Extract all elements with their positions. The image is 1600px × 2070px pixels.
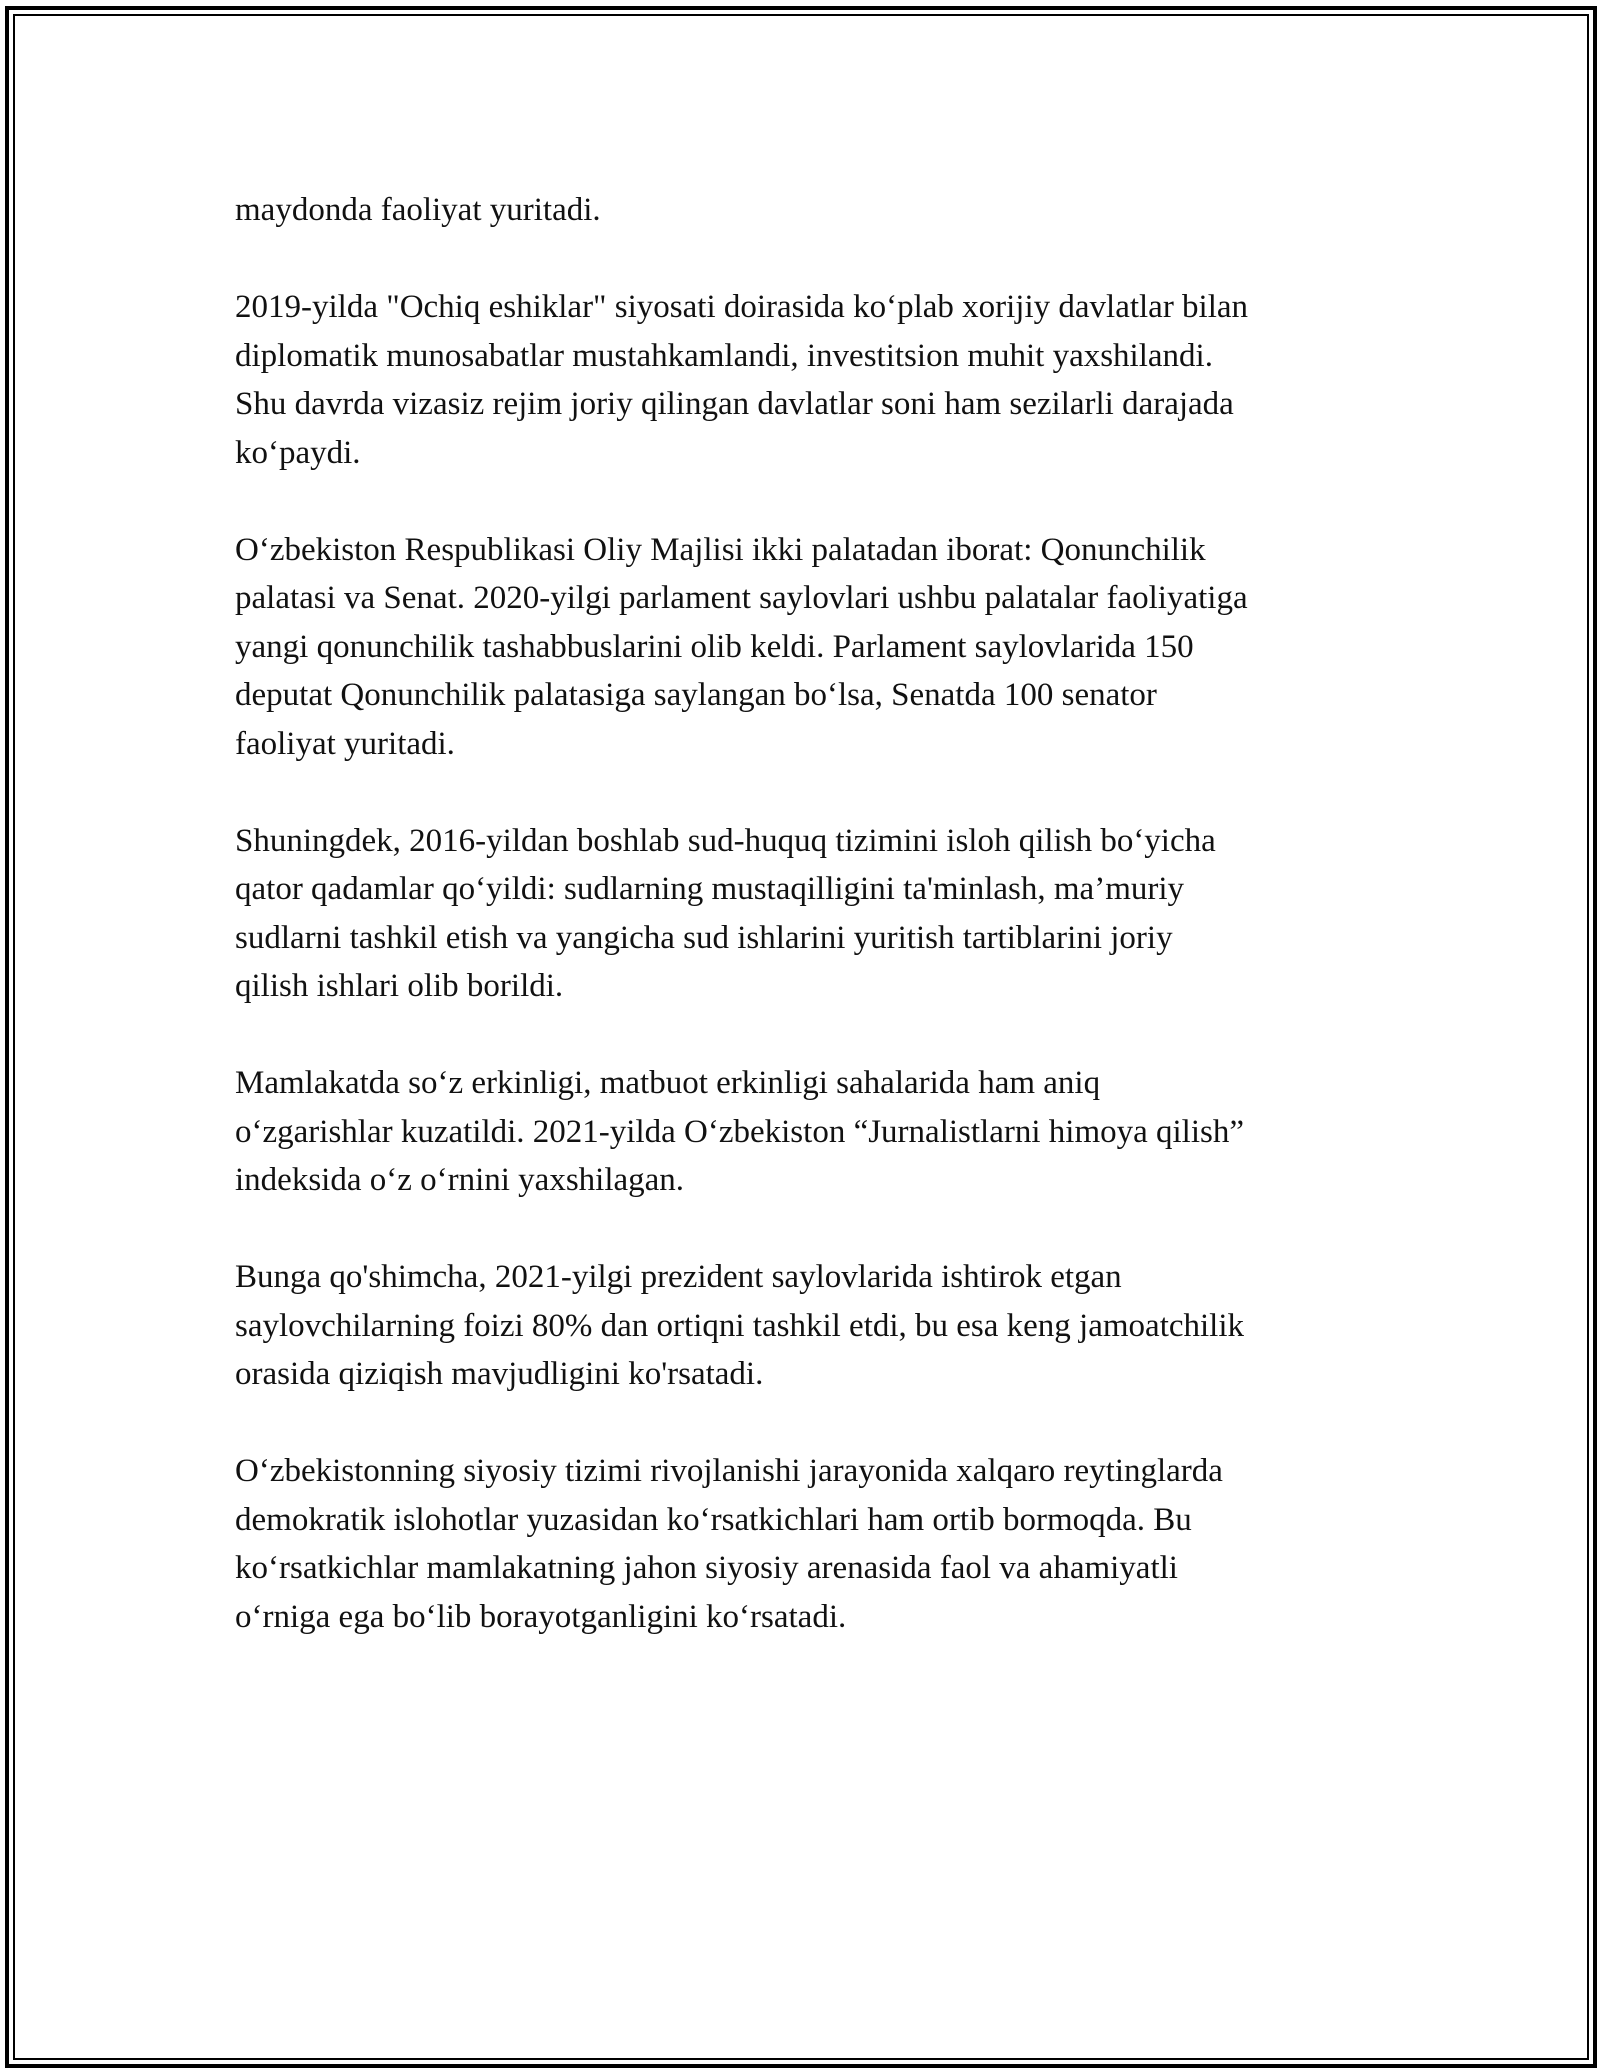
text-line: sudlarni tashkil etish va yangicha sud ishlarini yuritish tartiblarini joriy: [235, 919, 1173, 956]
text-line: ko‘rsatkichlar mamlakatning jahon siyosiy arenasida faol va ahamiyatli: [235, 1550, 1178, 1586]
text-line: Shuningdek, 2016-yildan boshlab sud-huquq tizimini isloh qilish bo‘yicha: [235, 822, 1216, 859]
text-line: yangi qonunchilik tashabbuslarini olib keldi. Parlament saylovlarida 150: [235, 628, 1194, 665]
paragraph-3: [235, 526, 1385, 769]
paragraph-2: [235, 283, 1385, 477]
document-body: [235, 186, 1385, 1690]
paragraph-4: [235, 817, 1385, 1011]
text-line: O‘zbekiston Respublikasi Oliy Majlisi ikki palatadan iborat: Qonunchilik: [235, 531, 1206, 568]
text-line: maydonda faoliyat yuritadi.: [235, 192, 601, 228]
text-line: palatasi va Senat. 2020-yilgi parlament saylovlari ushbu palatalar faoliyatiga: [235, 580, 1248, 616]
text-line: Shu davrda vizasiz rejim joriy qilingan davlatlar soni ham sezilarli darajada: [235, 386, 1234, 422]
paragraph-1: [235, 186, 1385, 235]
text-line: ko‘paydi.: [235, 434, 361, 471]
text-line: o‘rniga ega bo‘lib borayotganligini ko‘rsatadi.: [235, 1598, 847, 1635]
text-line: qator qadamlar qo‘yildi: sudlarning mustaqilligini ta'minlash, ma’muriy: [235, 871, 1185, 907]
text-line: orasida qiziqish mavjudligini ko'rsatadi.: [235, 1356, 764, 1392]
text-line: o‘zgarishlar kuzatildi. 2021-yilda O‘zbekiston “Jurnalistlarni himoya qilish”: [235, 1113, 1244, 1150]
text-line: demokratik islohotlar yuzasidan ko‘rsatkichlari ham ortib bormoqda. Bu: [235, 1501, 1192, 1538]
text-line: indeksida o‘z o‘rnini yaxshilagan.: [235, 1162, 685, 1198]
text-line: qilish ishlari olib borildi.: [235, 968, 564, 1004]
text-line: Bunga qo'shimcha, 2021-yilgi prezident saylovlarida ishtirok etgan: [235, 1259, 1122, 1295]
text-line: diplomatik munosabatlar mustahkamlandi, investitsion muhit yaxshilandi.: [235, 337, 1213, 374]
text-line: O‘zbekistonning siyosiy tizimi rivojlanishi jarayonida xalqaro reytinglarda: [235, 1453, 1223, 1489]
paragraph-6: [235, 1253, 1385, 1399]
paragraph-7: [235, 1447, 1385, 1641]
paragraph-5: [235, 1059, 1385, 1205]
text-line: saylovchilarning foizi 80% dan ortiqni tashkil etdi, bu esa keng jamoatchilik: [235, 1307, 1245, 1344]
text-line: faoliyat yuritadi.: [235, 725, 455, 762]
text-line: Mamlakatda so‘z erkinligi, matbuot erkinligi sahalarida ham aniq: [235, 1065, 1101, 1101]
text-line: deputat Qonunchilik palatasiga saylangan bo‘lsa, Senatda 100 senator: [235, 677, 1157, 713]
text-line: 2019-yilda "Ochiq eshiklar" siyosati doirasida ko‘plab xorijiy davlatlar bilan: [235, 289, 1249, 325]
